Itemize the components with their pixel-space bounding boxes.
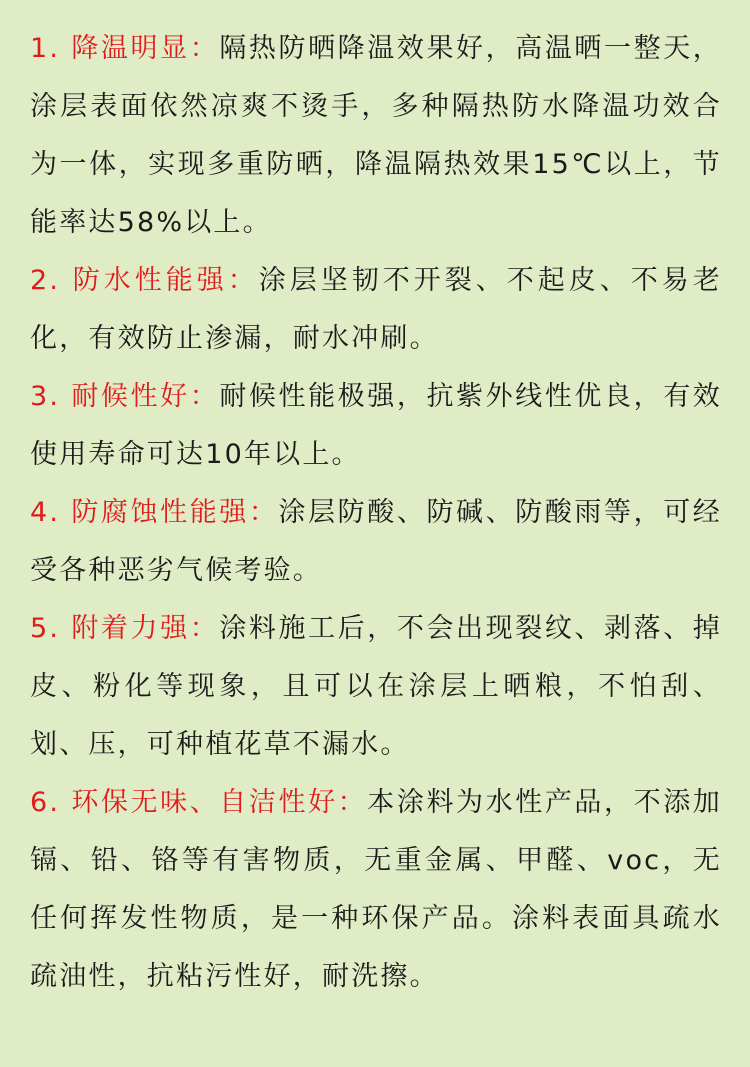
feature-item-eco-self-cleaning [30, 774, 722, 1006]
feature-heading: 1. 降温明显： [30, 33, 220, 64]
feature-item-adhesion [30, 600, 722, 774]
feature-heading: 2. 防水性能强： [30, 265, 259, 296]
feature-heading: 3. 耐候性好： [30, 381, 220, 412]
feature-text: 涂料施工后，不会出现裂纹、剥落、掉皮、粉化等现象，且可以在涂层上晒粮，不怕刮、划、压，可种植花草不漏水。 [30, 613, 722, 760]
feature-item-corrosion-resistance [30, 484, 722, 600]
feature-item-cooling [30, 20, 722, 252]
feature-heading: 5. 附着力强： [30, 613, 220, 644]
feature-text: 涂层防酸、防碱、防酸雨等，可经受各种恶劣气候考验。 [30, 497, 723, 586]
feature-text: 涂层坚韧不开裂、不起皮、不易老化，有效防止渗漏，耐水冲刷。 [30, 265, 722, 354]
feature-heading: 4. 防腐蚀性能强： [30, 497, 279, 528]
feature-text: 隔热防晒降温效果好，高温晒一整天，涂层表面依然凉爽不烫手，多种隔热防水降温功效合为一体，实现多重防晒，降温隔热效果15℃以上，节能率达58%以上。 [30, 33, 722, 238]
feature-item-waterproof [30, 252, 722, 368]
feature-heading: 6. 环保无味、自洁性好： [30, 787, 368, 818]
feature-item-weather-resistance [30, 368, 722, 484]
feature-text: 耐候性能极强，抗紫外线性优良，有效使用寿命可达10年以上。 [30, 381, 722, 470]
feature-text: 本涂料为水性产品，不添加镉、铅、铬等有害物质，无重金属、甲醛、voc，无任何挥发性物质，是一种环保产品。涂料表面具疏水疏油性，抗粘污性好，耐洗擦。 [30, 787, 722, 992]
